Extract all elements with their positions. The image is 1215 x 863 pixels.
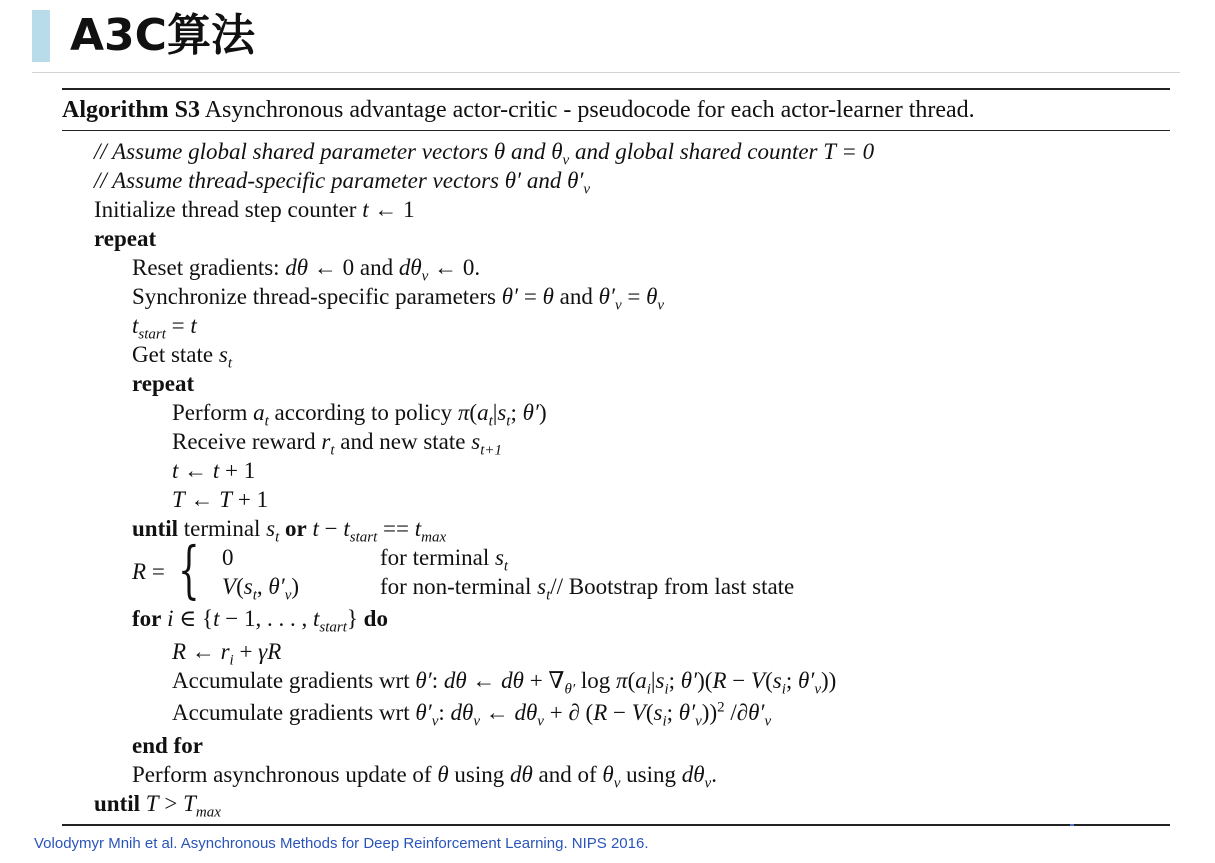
pseudocode-line-4: repeat	[94, 226, 157, 251]
corner-mark	[1070, 824, 1074, 826]
slide-title: A3C算法	[70, 10, 255, 61]
pseudocode-line-20: end for	[132, 733, 203, 758]
algorithm-box	[62, 88, 1170, 826]
pseudocode-line-5: Reset gradients: dθ ← 0 and $d\theta_v$ ← 0.	[132, 255, 481, 285]
case-value-terminal: 0	[222, 545, 234, 570]
algorithm-header	[62, 90, 1170, 131]
pseudocode-line-17: R ← $r_i + \gamma R$	[172, 639, 282, 669]
pseudocode-line-11: Receive reward $r_t$ and new state $s_{t+1}$	[172, 429, 502, 459]
pseudocode-line-14: until terminal $s_t$ or $t - t_{start} == t_{max}$	[132, 516, 447, 546]
pseudocode-line-12: t ← t + 1	[172, 458, 256, 483]
algorithm-body	[62, 131, 1170, 826]
algorithm-caption-text: Asynchronous advantage actor-critic - pseudocode for each actor-learner thread.	[204, 97, 975, 123]
algorithm-label: Algorithm S3	[62, 97, 200, 123]
title-accent-bar	[32, 10, 50, 62]
pseudocode-line-1: // Assume global shared parameter vectors θ and $\theta_v$ and global shared counter T = 0	[94, 139, 875, 169]
pseudocode-line-15-cases	[62, 533, 1170, 606]
pseudocode-line-10: Perform $a_t$ according to policy $\pi(a_t|s_t$; θ′)	[172, 400, 547, 430]
pseudocode-line-16: for i ∈ {t − 1, . . . , $t_{start}$} do	[132, 606, 388, 636]
pseudocode-line-2: // Assume thread-specific parameter vectors θ′ and $\theta'_v$	[94, 168, 591, 198]
pseudocode-line-19: Accumulate gradients wrt $\theta'_v$: $d\theta_v$ ← $d\theta_v$ + ∂ ($R - V(s_i$; $\theta'_v))^2$ $/\partial\theta'_v$	[172, 699, 772, 730]
title-divider	[32, 72, 1180, 73]
pseudocode-line-3: Initialize thread step counter t ← 1	[94, 197, 415, 222]
case-condition-terminal: for terminal $s_t$	[380, 545, 509, 575]
pseudocode-line-7: $t_{start} = t$	[132, 313, 197, 343]
pseudocode-line-6: Synchronize thread-specific parameters θ′ = θ and $\theta'_v = \theta_v$	[132, 284, 665, 314]
citation: Volodymyr Mnih et al. Asynchronous Methods for Deep Reinforcement Learning. NIPS 2016.	[34, 835, 649, 852]
case-condition-nonterminal: for non-terminal $s_t//$ Bootstrap from last state	[380, 574, 795, 604]
pseudocode-line-8: Get state $s_t$	[132, 342, 232, 372]
pseudocode-line-18: Accumulate gradients wrt θ′: dθ ← $d\theta + \nabla_{\theta'}$ $\log \pi(a_i|s_i$; $\theta')(R - V(s_i$; $\theta'_v$))	[172, 668, 837, 698]
cases-brace: {	[178, 533, 200, 606]
pseudocode-line-9: repeat	[132, 371, 195, 396]
pseudocode-line-21: Perform asynchronous update of θ using dθ and of $\theta_v$ using $d\theta_v$.	[132, 762, 717, 792]
case-value-nonterminal: $V(s_t$, $\theta'_v$)	[222, 574, 300, 604]
return-lhs: R =	[132, 559, 165, 584]
pseudocode-line-13: T ← T + 1	[172, 487, 269, 512]
pseudocode-line-22: until $T > T_{max}$	[94, 791, 221, 821]
